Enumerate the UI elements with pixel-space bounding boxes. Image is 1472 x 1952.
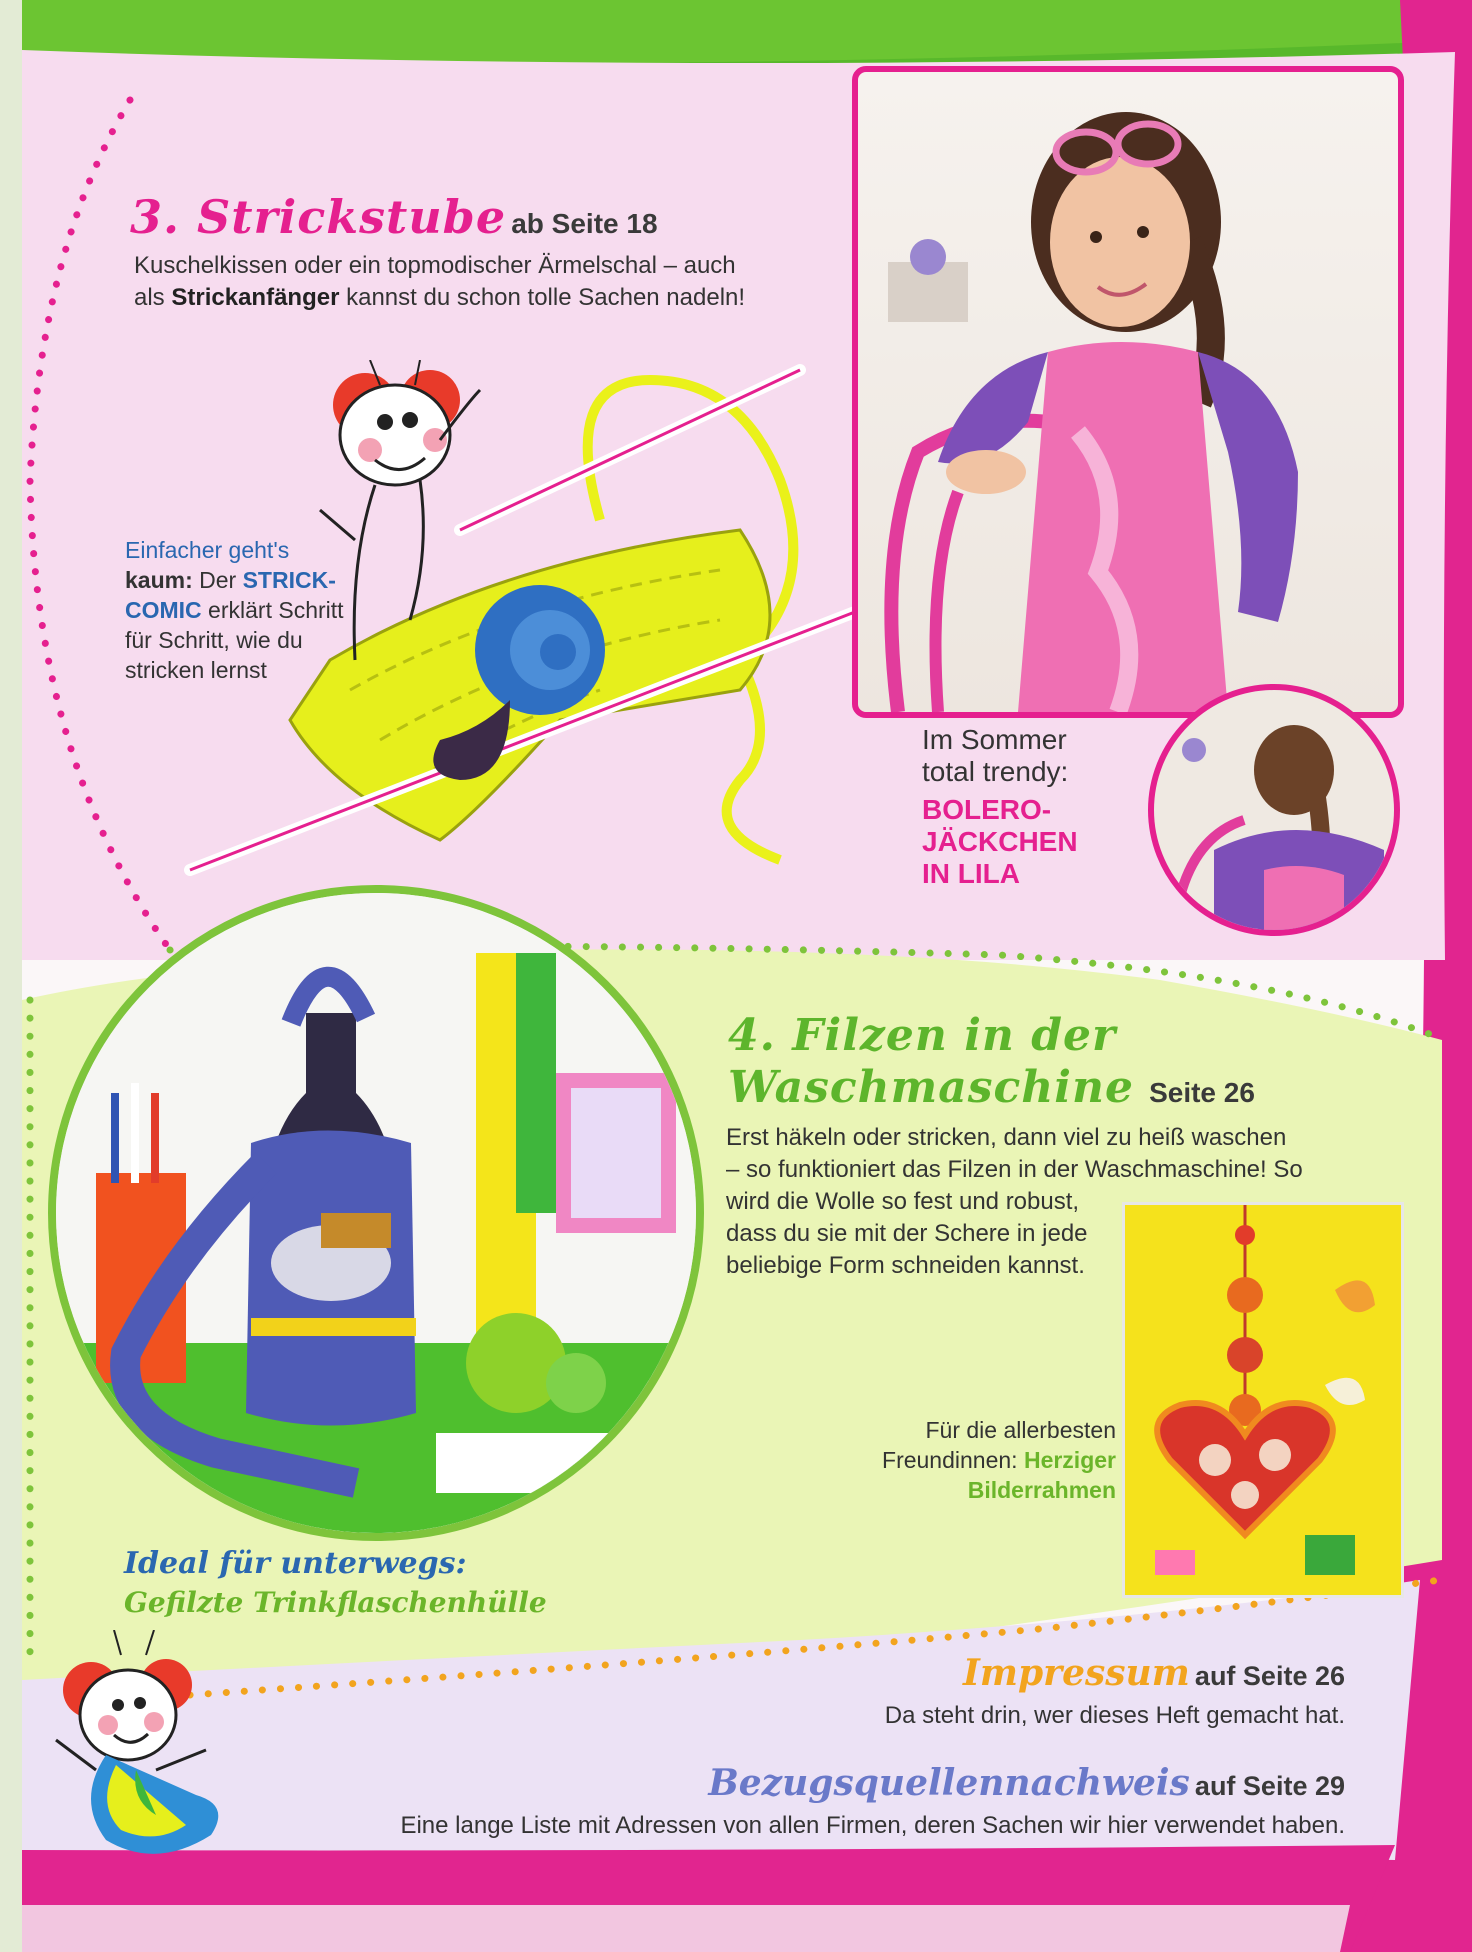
bolero-photo	[852, 66, 1404, 718]
bolero-caption-line2: total trendy:	[922, 756, 1069, 787]
bolero-caption-line1: Im Sommer	[922, 724, 1067, 755]
section4-intro-line5: beliebige Form schneiden kannst.	[726, 1252, 1085, 1279]
comic-caption-line3: COMIC erklärt Schritt	[125, 597, 344, 623]
frame-caption	[760, 1415, 1116, 1505]
frame-caption-line2: Freundinnen: Herziger	[882, 1447, 1116, 1473]
section3-title: 3. Strickstube	[130, 190, 507, 244]
section3-intro-bold: Strickanfänger	[171, 284, 340, 311]
frame-caption-line1: Für die allerbesten	[925, 1417, 1116, 1443]
comic-caption-line1: Einfacher geht's	[125, 537, 290, 563]
section3-intro-line2: als Strickanfänger kannst du schon tolle Sachen nadeln!	[134, 284, 746, 311]
bottle-caption-line2: Gefilzte Trinkflaschenhülle	[124, 1586, 547, 1619]
comic-caption-line2: kaum: Der STRICK-	[125, 567, 336, 593]
bezug-heading	[280, 1762, 1345, 1804]
impressum-title: Impressum	[963, 1652, 1190, 1694]
bolero-caption-hl2: JÄCKCHEN	[922, 826, 1078, 857]
section4-title-line1: 4. Filzen in der	[728, 1010, 1117, 1061]
comic-caption-line5: stricken lernst	[125, 657, 267, 683]
section4-intro-line3: wird die Wolle so fest und robust,	[726, 1188, 1080, 1215]
impressum-ref: auf Seite 26	[1194, 1661, 1345, 1691]
impressum-heading	[690, 1652, 1345, 1694]
bezug-block	[280, 1762, 1345, 1842]
section4-intro-line2: – so funktioniert das Filzen in der Waschmaschine! So	[726, 1156, 1303, 1183]
bolero-back-photo	[1148, 684, 1400, 936]
bolero-caption	[922, 724, 1152, 890]
section4-page-ref: Seite 26	[1149, 1077, 1255, 1108]
section3-intro-line1: Kuschelkissen oder ein topmodischer Ärmelschal – auch	[134, 252, 736, 279]
section4-title-line2-row	[728, 1062, 1255, 1114]
bottle-caption-line1: Ideal für unterwegs:	[124, 1546, 467, 1581]
bezug-text: Eine lange Liste mit Adressen von allen Firmen, deren Sachen wir hier verwendet haben.	[400, 1812, 1345, 1839]
bottle-caption	[124, 1545, 547, 1623]
frame-caption-line3: Bilderrahmen	[967, 1477, 1116, 1503]
bezug-title: Bezugsquellennachweis	[708, 1762, 1190, 1804]
bezug-ref: auf Seite 29	[1194, 1771, 1345, 1801]
section4-intro-line4: dass du sie mit der Schere in jede	[726, 1220, 1088, 1247]
section3-page-ref: ab Seite 18	[511, 208, 658, 239]
impressum-block	[690, 1652, 1345, 1732]
knitting-comic-illustration	[180, 360, 880, 880]
heart-frame-photo	[1122, 1202, 1404, 1598]
bottle-photo	[48, 885, 704, 1541]
comic-caption-line4: für Schritt, wie du	[125, 627, 303, 653]
section4-intro-line1: Erst häkeln oder stricken, dann viel zu heiß waschen	[726, 1124, 1287, 1151]
section3-heading	[130, 190, 658, 244]
bolero-caption-hl1: BOLERO-	[922, 794, 1052, 825]
section3-intro	[134, 250, 854, 314]
heart-frame-illustration	[1125, 1205, 1401, 1595]
bolero-photo-illustration	[858, 72, 1398, 712]
bolero-back-illustration	[1154, 690, 1394, 930]
section4-title-line2: Waschmaschine	[728, 1062, 1134, 1113]
impressum-text: Da steht drin, wer dieses Heft gemacht hat.	[884, 1702, 1345, 1729]
section4-heading	[728, 1010, 1255, 1114]
bottle-photo-illustration	[56, 893, 696, 1533]
footer-mascot-illustration	[36, 1630, 256, 1870]
bolero-caption-hl3: IN LILA	[922, 858, 1020, 889]
